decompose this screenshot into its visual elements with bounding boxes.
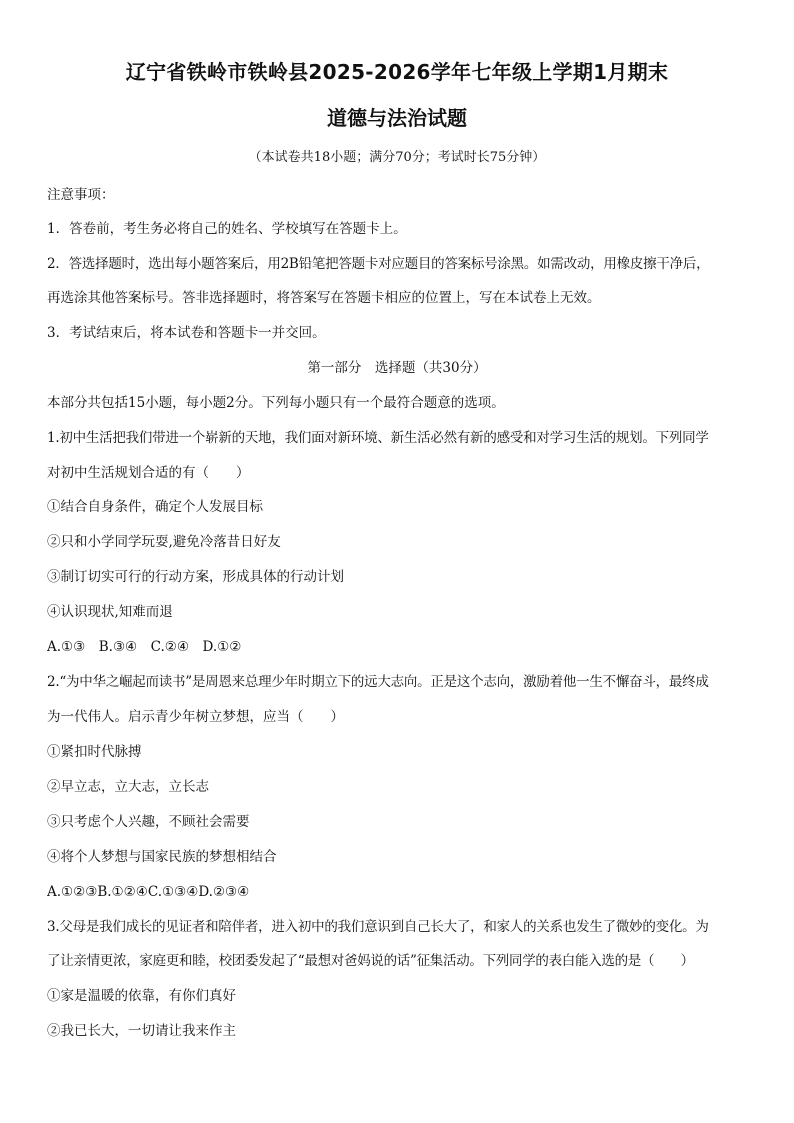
q2-option-1: ①紧扣时代脉搏 — [47, 744, 142, 760]
q2-option-4: ④将个人梦想与国家民族的梦想相结合 — [47, 849, 277, 865]
exam-title-line1: 辽宁省铁岭市铁岭县2025-2026学年七年级上学期1月期末 — [125, 60, 669, 84]
section-heading: 第一部分 选择题（共30分） — [307, 360, 487, 376]
notes-item-3: 3．考试结束后，将本试卷和答题卡一并交回。 — [47, 325, 326, 341]
notes-item-2-line1: 2．答选择题时，选出每小题答案后，用2B铅笔把答题卡对应题目的答案标号涂黑。如需改动，用橡皮擦干净后， — [47, 256, 710, 272]
q3-stem-line1: 3.父母是我们成长的见证者和陪伴者，进入初中的我们意识到自己长大了，和家人的关系也发生了微妙的变化。为 — [47, 919, 709, 935]
q1-stem-line2: 对初中生活规划合适的有（ ） — [47, 465, 250, 481]
q2-option-2: ②早立志，立大志，立长志 — [47, 779, 209, 795]
q2-stem-line2: 为一代伟人。启示青少年树立梦想，应当（ ） — [47, 709, 344, 725]
q1-option-3: ③制订切实可行的行动方案，形成具体的行动计划 — [47, 569, 344, 585]
section-instruction: 本部分共包括15小题，每小题2分。下列每小题只有一个最符合题意的选项。 — [47, 395, 505, 411]
q2-stem-line1: 2.“为中华之崛起而读书”是周恩来总理少年时期立下的远大志向。正是这个志向，激励着他一生不懈奋斗，最终成 — [47, 674, 709, 690]
q1-answer-choices: A.①③ B.③④ C.②④ D.①② — [47, 639, 242, 655]
q1-option-4: ④认识现状,知难而退 — [47, 604, 173, 620]
q1-option-1: ①结合自身条件，确定个人发展目标 — [47, 499, 263, 515]
q2-answer-choices: A.①②③B.①②④C.①③④D.②③④ — [47, 884, 250, 900]
q3-option-2: ②我已长大，一切请让我来作主 — [47, 1023, 236, 1039]
q2-option-3: ③只考虑个人兴趣，不顾社会需要 — [47, 814, 250, 830]
q1-option-2: ②只和小学同学玩耍,避免冷落昔日好友 — [47, 534, 281, 550]
exam-subtitle: （本试卷共18小题；满分70分；考试时长75分钟） — [248, 150, 546, 165]
q1-stem-line1: 1.初中生活把我们带进一个崭新的天地，我们面对新环境、新生活必然有新的感受和对学习生活的规划。下列同学 — [47, 430, 709, 446]
notes-heading: 注意事项： — [47, 187, 115, 203]
q3-option-1: ①家是温暖的依靠，有你们真好 — [47, 988, 236, 1004]
q3-stem-line2: 了让亲情更浓，家庭更和睦，校团委发起了“最想对爸妈说的话”征集活动。下列同学的表白能入选的是（ ） — [47, 953, 694, 969]
notes-item-1: 1．答卷前，考生务必将自己的姓名、学校填写在答题卡上。 — [47, 221, 407, 237]
notes-item-2-line2: 再选涂其他答案标号。答非选择题时，将答案写在答题卡相应的位置上，写在本试卷上无效。 — [47, 290, 601, 306]
exam-title-line2: 道德与法治试题 — [327, 106, 467, 130]
